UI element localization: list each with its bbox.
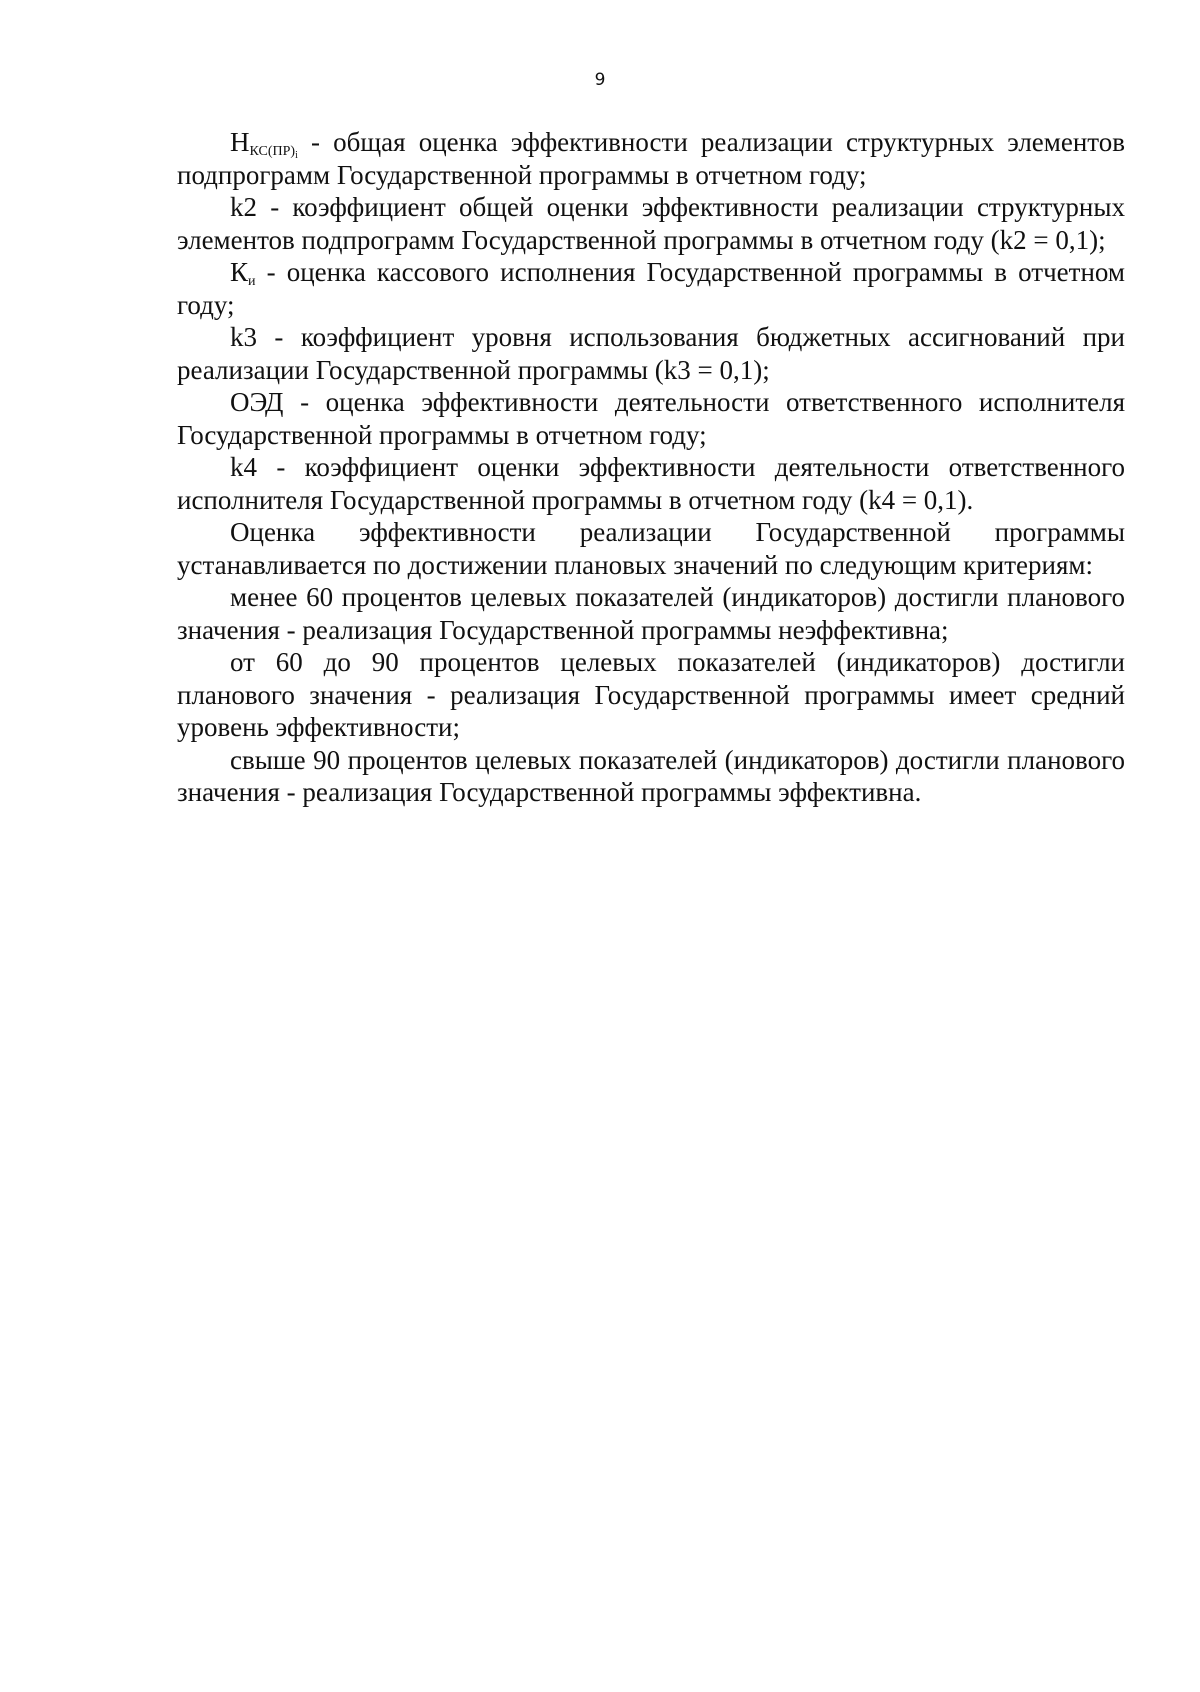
document-body	[177, 126, 1125, 809]
paragraph-ki-text: - оценка кассового исполнения Государственной программы в отчетном году;	[177, 257, 1125, 320]
paragraph-ki-definition	[177, 256, 1125, 321]
paragraph-k3-definition: k3 - коэффициент уровня использования бюджетных ассигнований при реализации Государственной программы (k3 = 0,1);	[177, 322, 1125, 385]
symbol-h-index: i	[295, 150, 298, 161]
paragraph-hks-definition	[177, 126, 1125, 191]
symbol-h-subscript: КС(ПР)i	[249, 144, 298, 161]
paragraph-hks-text: - общая оценка эффективности реализации структурных элементов подпрограмм Государственной программы в отчетном году;	[177, 127, 1125, 190]
paragraph-criterion-below-60: менее 60 процентов целевых показателей (индикаторов) достигли планового значения - реализация Государственной программы неэффективна;	[177, 582, 1125, 645]
page-number: 9	[594, 70, 606, 90]
paragraph-k2-definition: k2 - коэффициент общей оценки эффективности реализации структурных элементов подпрограмм Государственной программы в отчетном году (k2 = 0,1);	[177, 192, 1125, 255]
symbol-h: Н	[230, 127, 250, 157]
symbol-k-subscript: и	[248, 274, 256, 289]
paragraph-evaluation-intro: Оценка эффективности реализации Государственной программы устанавливается по достижении плановых значений по следующим критериям:	[177, 517, 1125, 580]
symbol-k: К	[230, 257, 249, 287]
paragraph-criterion-60-90: от 60 до 90 процентов целевых показателей (индикаторов) достигли планового значения - реализация Государственной программы имеет средний уровень эффективности;	[177, 647, 1125, 742]
paragraph-k4-definition: k4 - коэффициент оценки эффективности деятельности ответственного исполнителя Государственной программы в отчетном году (k4 = 0,1).	[177, 452, 1125, 515]
paragraph-criterion-above-90: свыше 90 процентов целевых показателей (индикаторов) достигли планового значения - реализация Государственной программы эффективна.	[177, 744, 1125, 807]
paragraph-oed-definition: ОЭД - оценка эффективности деятельности ответственного исполнителя Государственной программы в отчетном году;	[177, 387, 1125, 450]
